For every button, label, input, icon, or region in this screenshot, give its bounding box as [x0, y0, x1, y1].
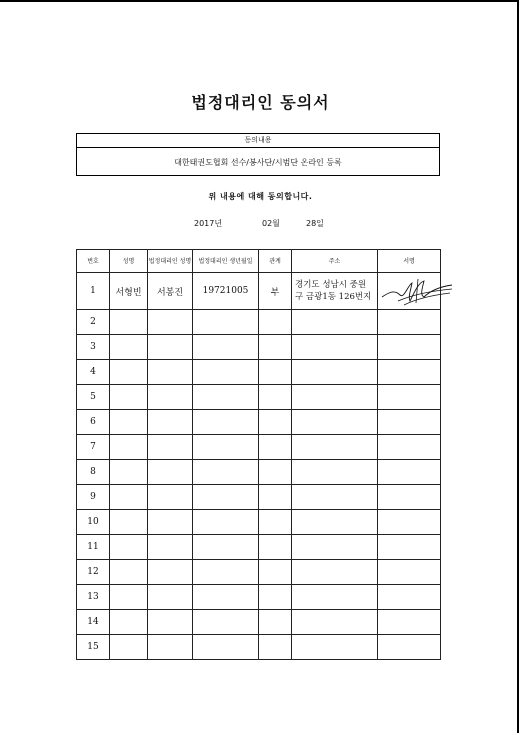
cell-relation [259, 510, 292, 535]
cell-guardian-name [148, 410, 193, 435]
cell-address [292, 510, 378, 535]
cell-address: 경기도 성남시 중원구 금광1동 126번지 [292, 273, 378, 310]
consent-text: 대한태권도협회 선수/봉사단/시범단 온라인 등록 [174, 158, 342, 167]
cell-name [110, 535, 148, 560]
cell-name: 서형빈 [110, 273, 148, 310]
cell-guardian-birth [193, 360, 259, 385]
table-row [77, 335, 441, 360]
cell-guardian-name: 서봉진 [148, 273, 193, 310]
header-relation: 관계 [259, 250, 292, 273]
cell-relation [259, 485, 292, 510]
cell-guardian-birth [193, 435, 259, 460]
table-row [77, 585, 441, 610]
cell-signature [378, 410, 441, 435]
cell-relation [259, 385, 292, 410]
cell-number: 13 [77, 585, 110, 610]
cell-guardian-name [148, 360, 193, 385]
cell-relation [259, 535, 292, 560]
cell-address [292, 360, 378, 385]
cell-number: 12 [77, 560, 110, 585]
cell-relation [259, 435, 292, 460]
cell-name [110, 335, 148, 360]
table-row [77, 535, 441, 560]
cell-address [292, 335, 378, 360]
cell-number: 2 [77, 310, 110, 335]
cell-name [110, 585, 148, 610]
cell-guardian-birth [193, 335, 259, 360]
cell-relation [259, 335, 292, 360]
table-row [77, 410, 441, 435]
cell-name [110, 435, 148, 460]
header-guardian-birth: 법정대리인 생년월일 [193, 250, 259, 273]
cell-number: 5 [77, 385, 110, 410]
cell-address [292, 385, 378, 410]
cell-name [110, 510, 148, 535]
cell-signature [378, 635, 441, 660]
cell-signature [378, 385, 441, 410]
cell-guardian-name [148, 335, 193, 360]
cell-guardian-birth [193, 635, 259, 660]
cell-guardian-name [148, 485, 193, 510]
cell-name [110, 560, 148, 585]
cell-guardian-birth: 19721005 [193, 273, 259, 310]
cell-guardian-birth [193, 485, 259, 510]
cell-number: 15 [77, 635, 110, 660]
cell-address [292, 435, 378, 460]
cell-number: 7 [77, 435, 110, 460]
cell-name [110, 310, 148, 335]
handwritten-signature [378, 275, 454, 307]
cell-relation [259, 585, 292, 610]
cell-name [110, 460, 148, 485]
guardian-table [76, 249, 441, 660]
cell-name [110, 610, 148, 635]
document-title: 법정대리인 동의서 [191, 93, 330, 112]
table-row [77, 435, 441, 460]
cell-address [292, 535, 378, 560]
cell-address [292, 410, 378, 435]
header-guardian-name: 법정대리인 성명 [148, 250, 193, 273]
agreement-statement: 위 내용에 대해 동의합니다. [208, 192, 313, 201]
cell-relation [259, 410, 292, 435]
cell-address [292, 585, 378, 610]
cell-relation: 부 [259, 273, 292, 310]
cell-number: 6 [77, 410, 110, 435]
table-row [77, 385, 441, 410]
cell-signature [378, 585, 441, 610]
table-row [77, 310, 441, 335]
cell-guardian-birth [193, 385, 259, 410]
consent-box [76, 133, 440, 176]
cell-relation [259, 310, 292, 335]
cell-number: 14 [77, 610, 110, 635]
cell-signature [378, 435, 441, 460]
cell-address [292, 560, 378, 585]
cell-guardian-birth [193, 535, 259, 560]
header-name: 성명 [110, 250, 148, 273]
date-year: 2017년 [194, 219, 223, 228]
cell-name [110, 410, 148, 435]
cell-number: 1 [77, 273, 110, 310]
table-row [77, 560, 441, 585]
cell-relation [259, 610, 292, 635]
cell-number: 11 [77, 535, 110, 560]
cell-guardian-birth [193, 610, 259, 635]
cell-signature [378, 485, 441, 510]
date-day: 28일 [306, 219, 324, 228]
cell-signature [378, 535, 441, 560]
cell-guardian-name [148, 385, 193, 410]
header-signature: 서명 [378, 250, 441, 273]
cell-guardian-birth [193, 560, 259, 585]
cell-signature [378, 360, 441, 385]
header-address: 주소 [292, 250, 378, 273]
cell-relation [259, 560, 292, 585]
cell-guardian-name [148, 610, 193, 635]
cell-guardian-name [148, 435, 193, 460]
cell-number: 8 [77, 460, 110, 485]
cell-guardian-name [148, 310, 193, 335]
cell-signature [378, 610, 441, 635]
cell-signature [378, 460, 441, 485]
table-row [77, 635, 441, 660]
cell-number: 9 [77, 485, 110, 510]
cell-address [292, 635, 378, 660]
cell-relation [259, 635, 292, 660]
cell-signature [378, 273, 441, 310]
cell-address [292, 485, 378, 510]
cell-guardian-name [148, 635, 193, 660]
cell-guardian-birth [193, 460, 259, 485]
table-row [77, 610, 441, 635]
cell-signature [378, 310, 441, 335]
cell-guardian-name [148, 510, 193, 535]
cell-guardian-name [148, 560, 193, 585]
header-number: 번호 [77, 250, 110, 273]
table-row [77, 360, 441, 385]
cell-name [110, 635, 148, 660]
date-month: 02월 [262, 219, 280, 228]
cell-guardian-birth [193, 410, 259, 435]
cell-relation [259, 360, 292, 385]
cell-name [110, 385, 148, 410]
cell-signature [378, 335, 441, 360]
cell-number: 4 [77, 360, 110, 385]
table-row [77, 460, 441, 485]
table-row [77, 273, 441, 310]
cell-number: 10 [77, 510, 110, 535]
cell-guardian-name [148, 460, 193, 485]
cell-relation [259, 460, 292, 485]
cell-signature [378, 560, 441, 585]
cell-name [110, 485, 148, 510]
cell-name [110, 360, 148, 385]
cell-guardian-name [148, 585, 193, 610]
consent-header: 동의내용 [77, 134, 439, 148]
cell-address [292, 310, 378, 335]
cell-number: 3 [77, 335, 110, 360]
cell-address [292, 460, 378, 485]
cell-guardian-name [148, 535, 193, 560]
cell-guardian-birth [193, 510, 259, 535]
table-row [77, 485, 441, 510]
cell-guardian-birth [193, 310, 259, 335]
cell-guardian-birth [193, 585, 259, 610]
cell-signature [378, 510, 441, 535]
table-row [77, 510, 441, 535]
table-header-row [77, 250, 441, 273]
cell-address [292, 610, 378, 635]
